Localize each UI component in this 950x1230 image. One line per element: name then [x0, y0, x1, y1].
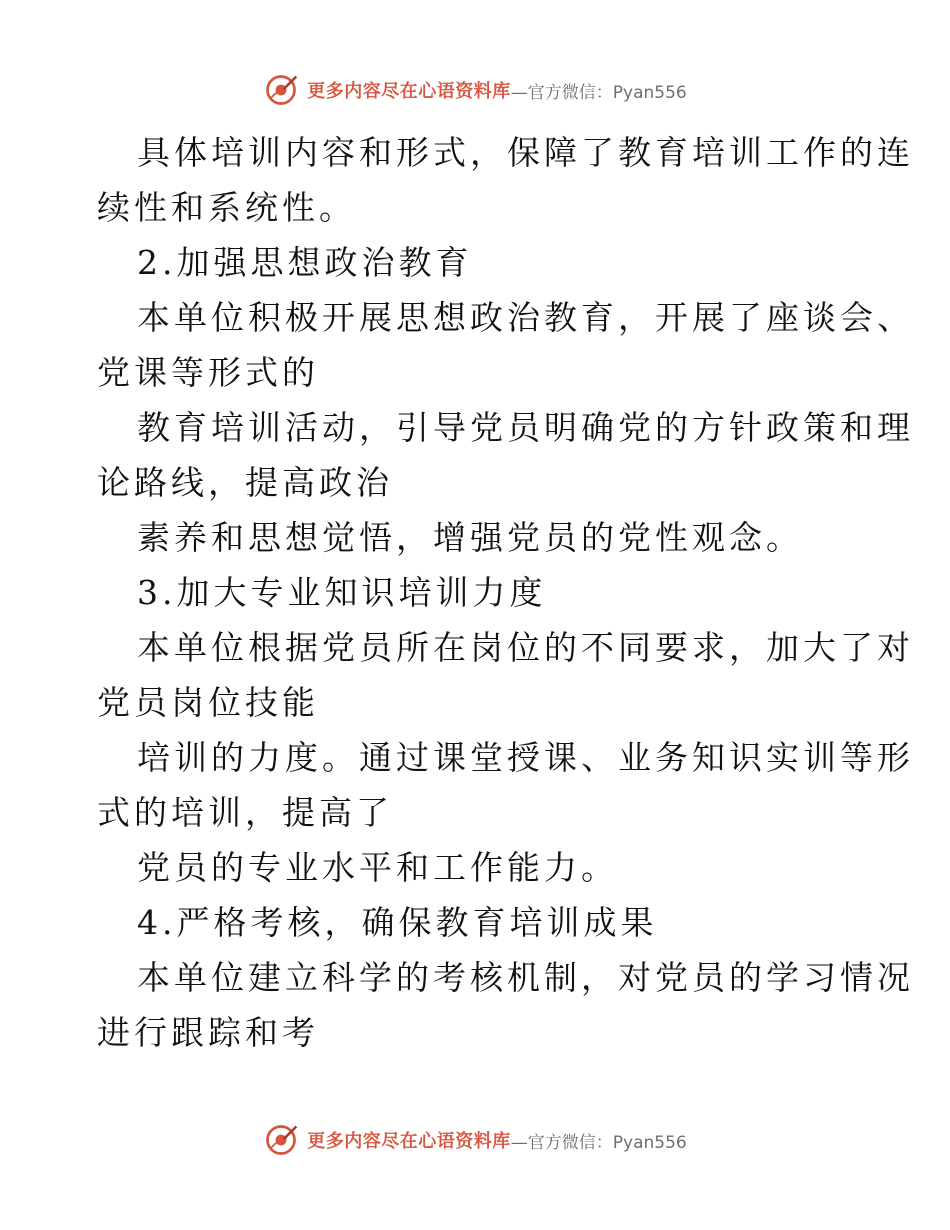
section-heading: 2.加强思想政治教育 — [137, 243, 473, 282]
logo-icon — [263, 1122, 299, 1158]
body-line: 论路线，提高政治 — [97, 463, 393, 502]
footer-banner — [0, 1120, 950, 1160]
footer-brand-text: 更多内容尽在心语资料库 — [307, 1131, 511, 1152]
logo-icon — [263, 72, 299, 108]
body-line: 党课等形式的 — [97, 353, 319, 392]
body-line: 培训的力度。通过课堂授课、业务知识实训等形 — [137, 738, 914, 777]
footer-wechat-text: —官方微信：Pyan556 — [510, 1132, 687, 1153]
body-line: 进行跟踪和考 — [97, 1013, 319, 1052]
body-line: 党员岗位技能 — [97, 683, 319, 722]
header-wechat-text: —官方微信：Pyan556 — [510, 82, 687, 103]
document-body — [97, 125, 914, 1060]
header-brand-text: 更多内容尽在心语资料库 — [307, 81, 511, 102]
section-heading: 3.加大专业知识培训力度 — [137, 573, 547, 612]
body-line: 本单位根据党员所在岗位的不同要求，加大了对 — [137, 628, 914, 667]
body-line: 本单位建立科学的考核机制，对党员的学习情况 — [137, 958, 914, 997]
body-line: 本单位积极开展思想政治教育，开展了座谈会、 — [137, 298, 914, 337]
body-line: 教育培训活动，引导党员明确党的方针政策和理 — [137, 408, 914, 447]
section-heading: 4.严格考核，确保教育培训成果 — [137, 903, 658, 942]
body-line: 党员的专业水平和工作能力。 — [137, 848, 618, 887]
body-line: 式的培训，提高了 — [97, 793, 393, 832]
body-line: 素养和思想觉悟，增强党员的党性观念。 — [137, 518, 803, 557]
body-line: 续性和系统性。 — [97, 188, 356, 227]
header-banner — [0, 70, 950, 110]
body-line: 具体培训内容和形式，保障了教育培训工作的连 — [137, 133, 914, 172]
